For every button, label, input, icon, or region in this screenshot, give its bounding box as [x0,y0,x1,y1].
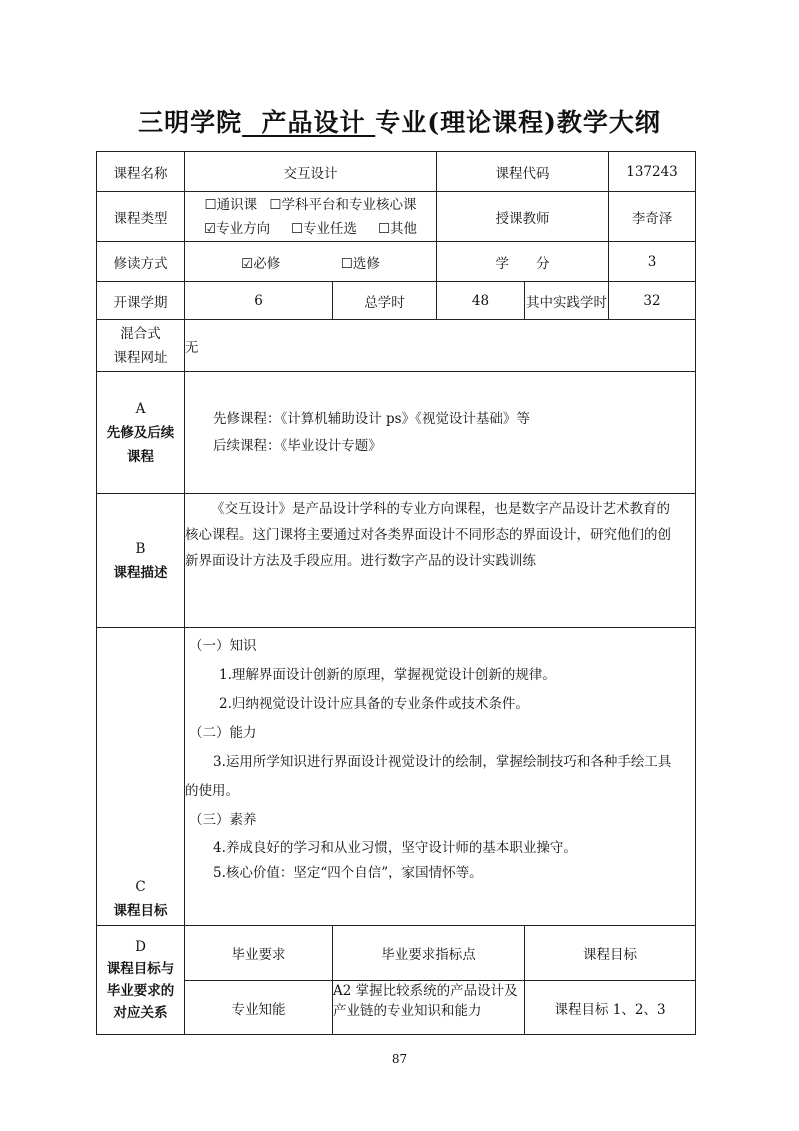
section-d-label-line3: 对应关系 [113,1005,168,1021]
semester-value: 6 [185,282,333,320]
page-number: 87 [391,1052,408,1066]
section-d-label-line1: 课程目标与 [106,961,175,977]
checkbox-other[interactable]: ☐其他 [377,220,418,237]
mapping-course-goal: 课程目标 1、2、3 [525,981,696,1035]
follow-up-courses: 后续课程：《毕业设计专题》 [213,437,382,454]
section-a-label-line2: 课程 [127,448,154,465]
row-section-a [97,372,696,494]
section-a-letter: A [135,400,146,417]
total-hours-label: 总学时 [333,282,437,320]
section-a-content [185,372,696,494]
section-c-label-text: 课程目标 [113,903,168,919]
section-a-label [97,372,185,494]
objective-item-3b: 的使用。 [185,783,239,799]
objective-item-2: 2.归纳视觉设计设计应具备的专业条件或技术条件。 [219,696,529,712]
mapping-indicator-point [333,981,525,1035]
course-type-options [185,192,437,242]
row-section-c [97,628,696,926]
course-code-label: 课程代码 [437,152,609,192]
section-b-letter: B [135,540,146,557]
header-grad-requirement: 毕业要求 [185,926,333,981]
section-b-label [97,494,185,628]
row-study-mode [97,242,696,282]
blended-label-line2: 课程网址 [113,349,168,366]
study-mode-options [185,242,437,282]
row-semester [97,282,696,320]
syllabus-table [96,151,696,1035]
checkbox-elective[interactable]: ☐选修 [340,255,380,272]
row-section-d-mapping [97,981,696,1035]
row-course-type [97,192,696,242]
semester-label: 开课学期 [97,282,185,320]
objective-item-3a: 3.运用所学知识进行界面设计视觉设计的绘制，掌握绘制技巧和各种手绘工具 [213,754,672,770]
objective-heading-quality: （三）素养 [189,812,257,828]
header-course-goal: 课程目标 [525,926,696,981]
course-name-value: 交互设计 [185,152,437,192]
practice-hours-value: 32 [609,282,696,320]
course-code-value: 137243 [609,152,696,192]
study-mode-label: 修读方式 [97,242,185,282]
section-d-label [97,926,185,1035]
course-type-label: 课程类型 [97,192,185,242]
indicator-point-line1: A2 掌握比较系统的产品设计及 [333,983,518,999]
row-blended [97,320,696,372]
section-b-content [185,494,696,628]
teacher-label: 授课教师 [437,192,609,242]
blended-label-line1: 混合式 [120,325,161,342]
indicator-point-line2: 产业链的专业知识和能力 [333,1003,482,1019]
description-line1: 《交互设计》是产品设计学科的专业方向课程，也是数字产品设计艺术教育的 [211,501,670,517]
header-indicator-point: 毕业要求指标点 [333,926,525,981]
section-b-label-text: 课程描述 [113,564,168,581]
description-line2: 核心课程。这门课将主要通过对各类界面设计不同形态的界面设计，研究他们的创 [185,527,671,543]
title-suffix: 专业(理论课程)教学大纲 [375,108,661,137]
practice-hours-label: 其中实践学时 [525,282,609,320]
title-major-text: 产品设计 [261,108,366,137]
checkbox-required[interactable]: ☑必修 [241,255,281,272]
title-prefix: 三明学院 [138,108,243,137]
mapping-requirement: 专业知能 [185,981,333,1035]
checkbox-general[interactable]: ☐通识课 [204,196,258,213]
section-c-label [97,628,185,926]
prerequisite-courses: 先修课程：《计算机辅助设计 ps》《视觉设计基础》等 [213,410,530,427]
credit-value: 3 [609,242,696,282]
checkbox-platform-core[interactable]: ☐学科平台和专业核心课 [269,196,417,213]
section-d-letter: D [135,939,146,955]
checkbox-major-direction[interactable]: ☑专业方向 [203,220,271,237]
checkbox-major-elective[interactable]: ☐专业任选 [290,220,358,237]
objective-heading-ability: （二）能力 [189,725,257,741]
objective-item-5: 5.核心价值：坚定“四个自信”，家国情怀等。 [213,865,483,881]
blended-value: 无 [185,320,696,372]
row-section-d-header [97,926,696,981]
teacher-value: 李奇泽 [609,192,696,242]
section-c-content [185,628,696,926]
objective-item-4: 4.养成良好的学习和从业习惯，坚守设计师的基本职业操守。 [213,840,577,856]
section-a-label-line1: 先修及后续 [106,424,175,441]
row-course-name [97,152,696,192]
section-c-letter: C [135,879,146,895]
total-hours-value: 48 [437,282,525,320]
course-name-label: 课程名称 [97,152,185,192]
description-line3: 新界面设计方法及手段应用。进行数字产品的设计实践训练 [185,553,536,569]
credit-label: 学 分 [437,242,609,282]
objective-item-1: 1.理解界面设计创新的原理，掌握视觉设计创新的规律。 [219,667,556,683]
objective-heading-knowledge: （一）知识 [189,638,257,654]
blended-label [97,320,185,372]
section-d-label-line2: 毕业要求的 [106,983,175,999]
title-major [242,108,375,137]
page-title [0,103,799,139]
row-section-b [97,494,696,628]
